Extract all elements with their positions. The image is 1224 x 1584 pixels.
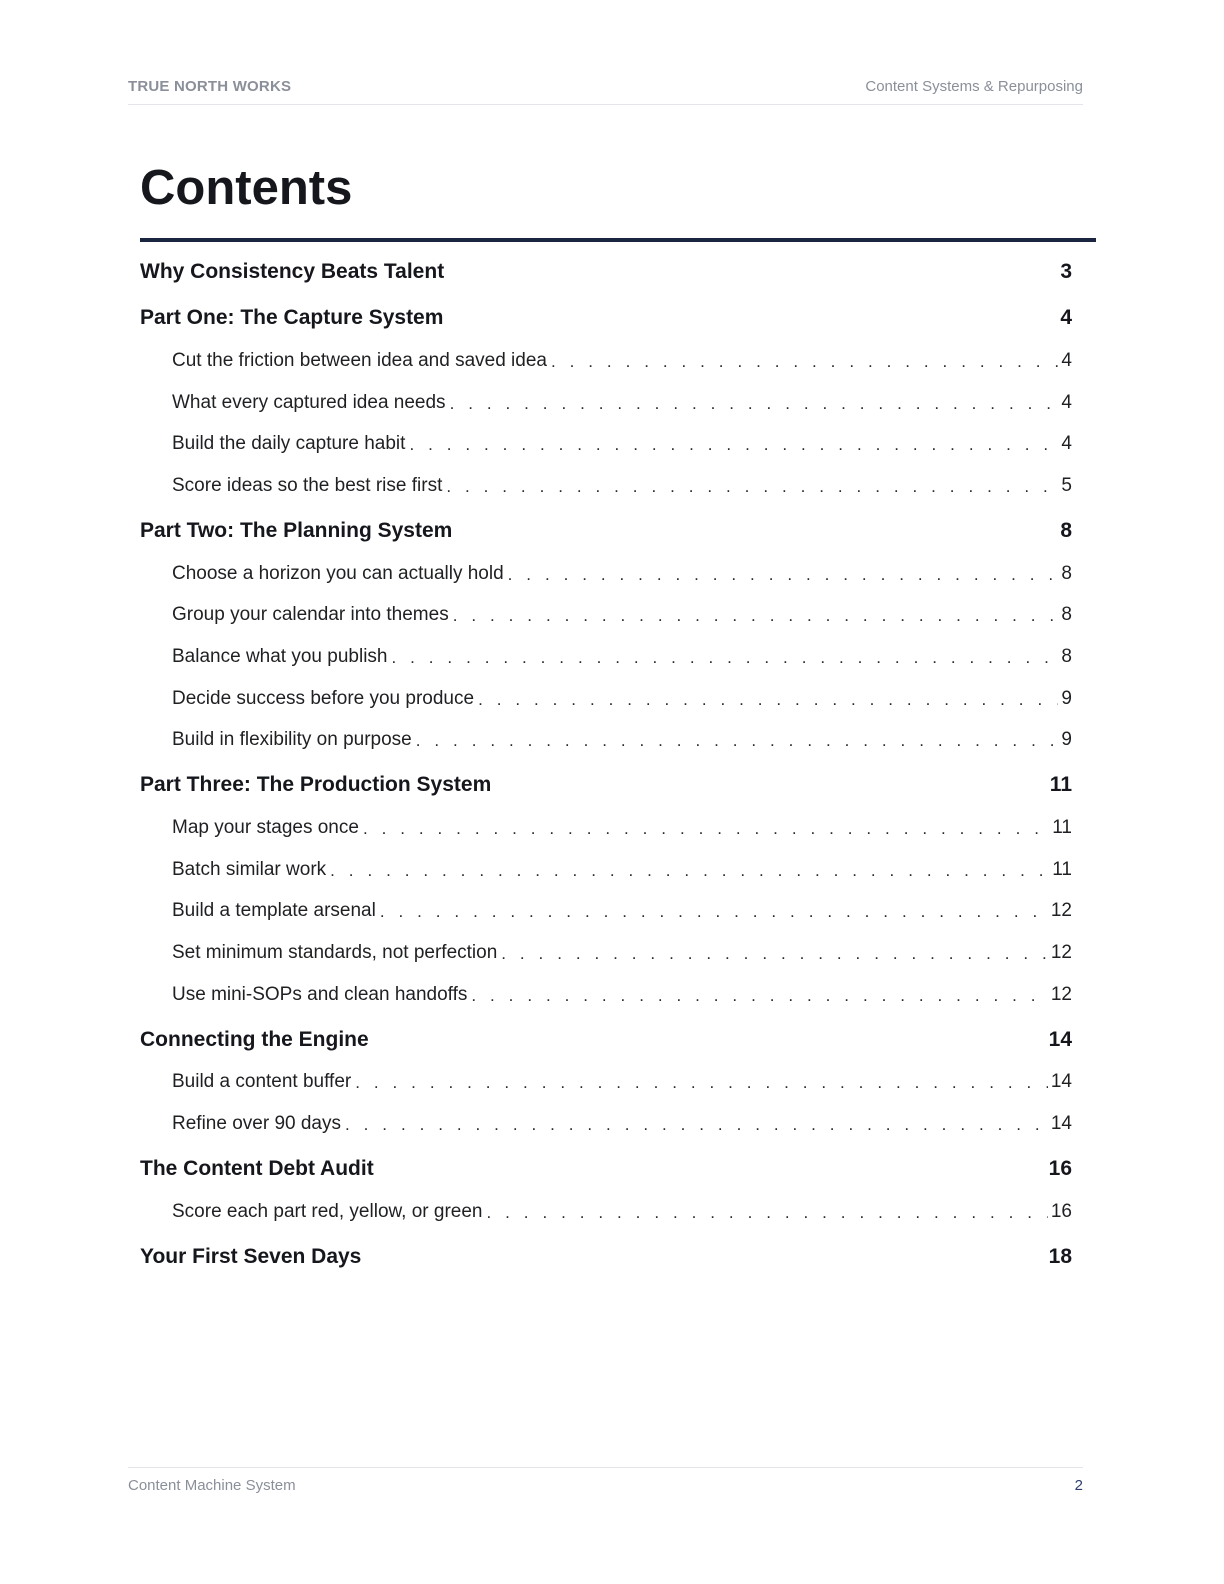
toc-section-page-number: 12: [1050, 983, 1072, 1005]
toc-section-page-number: 4: [1061, 391, 1072, 413]
toc-section-page-number: 12: [1050, 900, 1072, 922]
toc-section-page-number: 5: [1061, 474, 1072, 496]
toc-section-page-number: 8: [1061, 604, 1072, 626]
toc-section-title: Build the daily capture habit: [172, 433, 406, 455]
toc-section-title: Refine over 90 days: [172, 1113, 341, 1135]
toc-section-entry[interactable]: [172, 891, 1072, 933]
toc-part-page-number: 11: [1049, 773, 1072, 797]
toc-section-page-number: 4: [1061, 349, 1072, 371]
dot-leader: [416, 731, 1059, 751]
toc-section-page-number: 8: [1061, 562, 1072, 584]
toc-section-entry[interactable]: [172, 1103, 1072, 1145]
toc-section-title: Use mini-SOPs and clean handoffs: [172, 983, 468, 1005]
toc-section-title: What every captured idea needs: [172, 391, 446, 413]
toc-part-entry[interactable]: [140, 763, 1072, 807]
page-number: 2: [1074, 1477, 1083, 1494]
running-header: [128, 78, 1083, 105]
toc-part-title: Your First Seven Days: [140, 1244, 362, 1268]
toc-section-page-number: 4: [1061, 433, 1072, 455]
toc-part-page-number: 4: [1060, 306, 1072, 329]
dot-leader: [487, 1203, 1048, 1223]
title-divider: [140, 238, 1096, 242]
brand-name: TRUE NORTH WORKS: [128, 78, 292, 95]
toc-part-entry[interactable]: [140, 509, 1072, 553]
dot-leader: [453, 606, 1059, 626]
toc-part-page-number: 3: [1060, 260, 1072, 283]
toc-part-page-number: 18: [1048, 1244, 1072, 1268]
toc-section-title: Build in flexibility on purpose: [172, 729, 412, 751]
page-title: Contents: [140, 161, 353, 215]
toc-part-entry[interactable]: [140, 1235, 1072, 1279]
toc-section-page-number: 11: [1052, 817, 1072, 839]
toc-part-page-number: 16: [1048, 1157, 1072, 1180]
running-footer: [128, 1467, 1083, 1494]
dot-leader: [551, 352, 1058, 372]
dot-leader: [446, 477, 1058, 497]
dot-leader: [478, 690, 1058, 710]
toc-section-title: Choose a horizon you can actually hold: [172, 562, 504, 584]
dot-leader: [409, 435, 1058, 455]
dot-leader: [508, 565, 1059, 585]
toc-section-page-number: 16: [1050, 1200, 1072, 1222]
toc-part-entry[interactable]: [140, 296, 1072, 340]
dot-leader: [501, 944, 1048, 964]
toc-section-title: Build a template arsenal: [172, 900, 376, 922]
toc-section-entry[interactable]: [172, 340, 1072, 382]
toc-section-page-number: 9: [1061, 729, 1072, 751]
table-of-contents: [140, 250, 1072, 1279]
dot-leader: [380, 902, 1048, 922]
toc-section-title: Build a content buffer: [172, 1071, 352, 1093]
toc-part-page-number: 8: [1060, 518, 1072, 542]
toc-section-entry[interactable]: [172, 465, 1072, 507]
footer-document-title: Content Machine System: [128, 1477, 296, 1494]
toc-section-title: Group your calendar into themes: [172, 604, 449, 626]
toc-section-entry[interactable]: [172, 932, 1072, 974]
dot-leader: [355, 1073, 1048, 1093]
toc-part-title: The Content Debt Audit: [140, 1157, 374, 1180]
toc-section-page-number: 9: [1061, 687, 1072, 709]
toc-section-page-number: 14: [1050, 1113, 1072, 1135]
toc-section-entry[interactable]: [172, 636, 1072, 678]
toc-section-entry[interactable]: [172, 678, 1072, 720]
toc-part-entry[interactable]: [140, 1147, 1072, 1191]
dot-leader: [345, 1115, 1048, 1135]
toc-part-title: Part Three: The Production System: [140, 773, 492, 797]
toc-section-title: Decide success before you produce: [172, 687, 475, 709]
toc-section-page-number: 12: [1050, 942, 1072, 964]
toc-section-entry[interactable]: [172, 807, 1072, 849]
toc-section-title: Score each part red, yellow, or green: [172, 1200, 483, 1222]
dot-leader: [330, 861, 1049, 881]
toc-part-title: Why Consistency Beats Talent: [140, 260, 445, 283]
toc-section-title: Map your stages once: [172, 817, 359, 839]
toc-section-title: Set minimum standards, not perfection: [172, 942, 498, 964]
toc-section-page-number: 14: [1050, 1071, 1072, 1093]
toc-part-entry[interactable]: [140, 250, 1072, 294]
toc-part-page-number: 14: [1048, 1027, 1072, 1051]
toc-section-title: Score ideas so the best rise first: [172, 474, 443, 496]
toc-section-entry[interactable]: [172, 1062, 1072, 1104]
toc-section-entry[interactable]: [172, 974, 1072, 1016]
toc-section-page-number: 8: [1061, 645, 1072, 667]
toc-part-title: Part One: The Capture System: [140, 306, 444, 329]
toc-section-entry[interactable]: [172, 553, 1072, 595]
toc-section-title: Batch similar work: [172, 858, 327, 880]
toc-section-entry[interactable]: [172, 594, 1072, 636]
toc-section-entry[interactable]: [172, 849, 1072, 891]
toc-section-entry[interactable]: [172, 382, 1072, 424]
toc-section-page-number: 11: [1052, 858, 1072, 880]
dot-leader: [450, 394, 1059, 414]
toc-section-entry[interactable]: [172, 720, 1072, 762]
toc-section-title: Balance what you publish: [172, 645, 388, 667]
toc-part-title: Connecting the Engine: [140, 1027, 369, 1051]
toc-part-title: Part Two: The Planning System: [140, 518, 453, 542]
toc-section-entry[interactable]: [172, 423, 1072, 465]
dot-leader: [471, 986, 1047, 1006]
toc-section-entry[interactable]: [172, 1191, 1072, 1233]
dot-leader: [391, 648, 1058, 668]
toc-part-entry[interactable]: [140, 1018, 1072, 1062]
dot-leader: [363, 819, 1049, 839]
toc-section-title: Cut the friction between idea and saved idea: [172, 349, 547, 371]
header-subject: Content Systems & Repurposing: [865, 78, 1083, 95]
